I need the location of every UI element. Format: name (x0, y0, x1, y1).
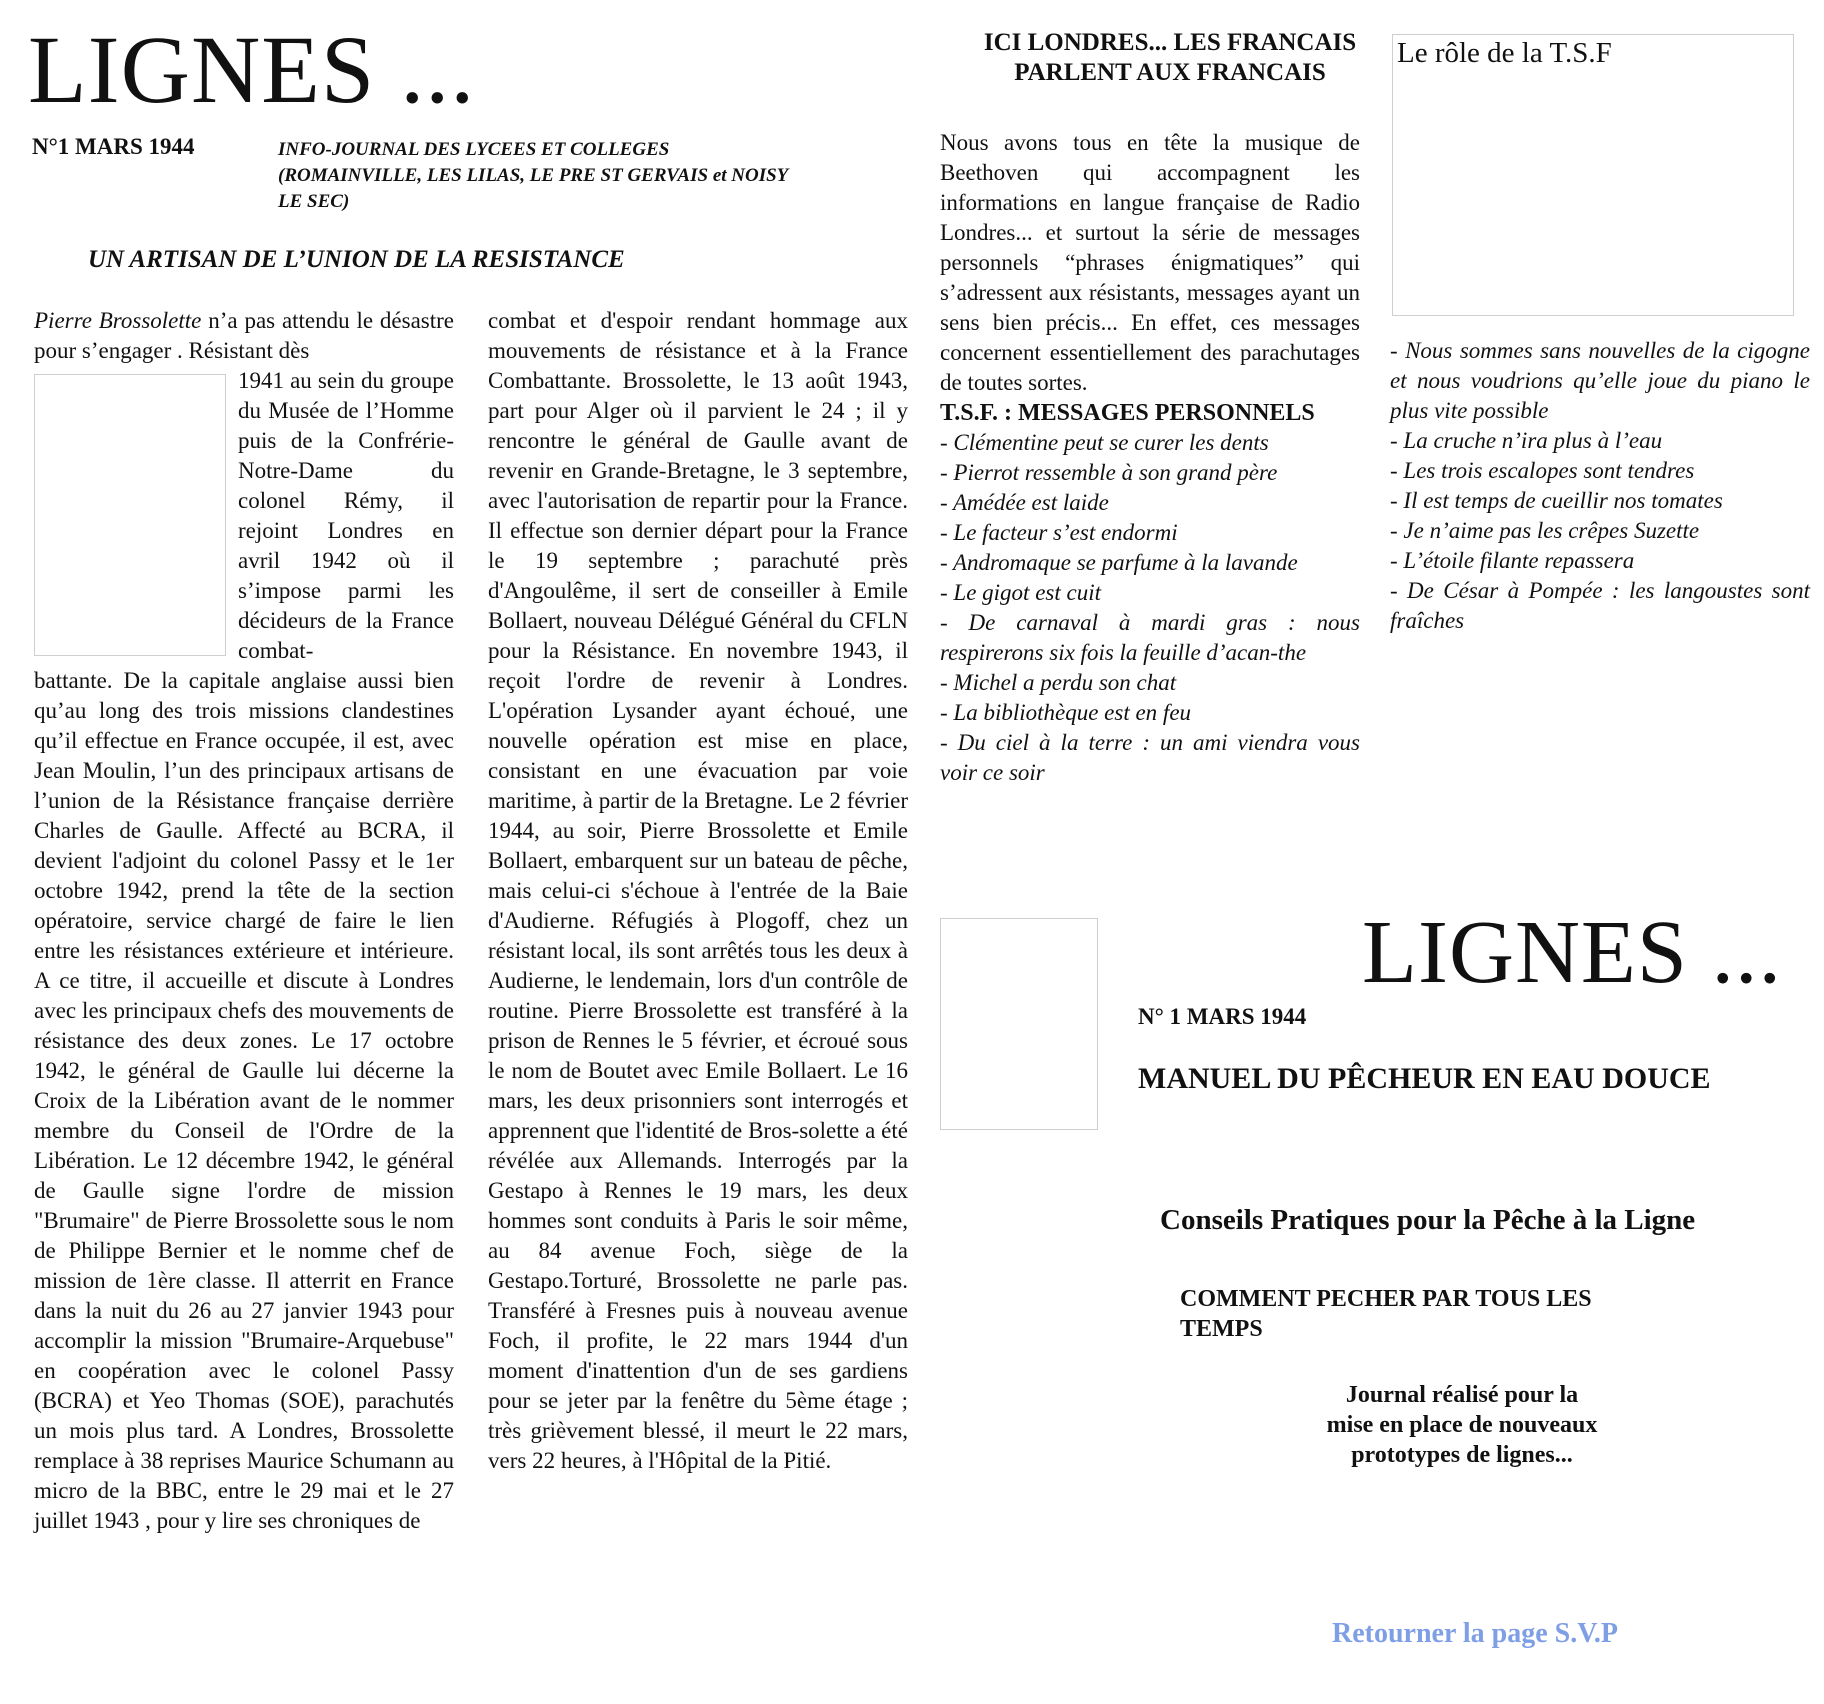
personal-message: - Il est temps de cueillir nos tomates (1390, 488, 1723, 513)
person-name: Pierre Brossolette (34, 308, 202, 333)
personal-message: - Le facteur s’est endormi (940, 520, 1178, 545)
turn-page-link[interactable]: Retourner la page S.V.P (1332, 1618, 1618, 1649)
personal-message: - Je n’aime pas les crêpes Suzette (1390, 518, 1700, 543)
article-headline: UN ARTISAN DE L’UNION DE LA RESISTANCE (88, 246, 625, 273)
personal-message: - De carnaval à mardi gras : nous respirerons six fois la feuille d’acan-the (940, 610, 1360, 665)
journal-subtitle (278, 137, 838, 215)
messages-list-right (1390, 336, 1810, 636)
cover-title: MANUEL DU PÊCHEUR EN EAU DOUCE (1138, 1062, 1711, 1095)
cover-image-placeholder (940, 918, 1098, 1130)
personal-message: - Du ciel à la terre : un ami viendra vous voir ce soir (940, 730, 1360, 785)
masthead-title: LIGNES ... (28, 16, 476, 123)
tsf-box-caption: Le rôle de la T.S.F (1397, 37, 1612, 69)
personal-message: - Michel a perdu son chat (940, 670, 1177, 695)
cover-note-line: prototypes de lignes... (1351, 1442, 1573, 1468)
personal-message: - Le gigot est cuit (940, 580, 1101, 605)
subtitle-line: (ROMAINVILLE, LES LILAS, LE PRE ST GERVAIS et NOISY (278, 165, 789, 186)
cover-note-line: Journal réalisé pour la (1345, 1382, 1579, 1408)
issue-number: N°1 MARS 1944 (32, 134, 195, 159)
cover-subtitle: Conseils Pratiques pour la Pêche à la Ligne (1160, 1204, 1696, 1236)
personal-message: - Clémentine peut se curer les dents (940, 430, 1269, 455)
cover-issue: N° 1 MARS 1944 (1138, 1004, 1307, 1029)
personal-message: - Andromaque se parfume à la lavande (940, 550, 1298, 575)
article-column-2: combat et d'espoir rendant hommage aux mouvements de résistance et à la France Combattante. Brossolette, le 13 août 1943, part pour Alger où il parvient le 24 ; il y rencontre le général de Gaulle avant de revenir en Grande-Bretagne, le 3 septembre, avec l'autorisation de repartir pour la France. Il effectue son dernier départ pour la France le 19 septembre ; parachuté près d'Angoulême, il sert de conseiller à Emile Bollaert, nouveau Délégué Général du CFLN pour la Résistance. En novembre 1943, il reçoit l'ordre de revenir à Londres. L'opération Lysander ayant échoué, une nouvelle opération est mise en place, consistant en une évacuation par voie maritime, à partir de la Bretagne. Le 2 février 1944, au soir, Pierre Brossolette et Emile Bollaert, embarquent sur un bateau de pêche, mais celui-ci s'échoue à l'entrée de la Baie d'Audierne. Réfugiés à Plogoff, chez un résistant local, ils sont arrêtés tous les deux à Audierne, le lendemain, lors d'un contrôle de routine. Pierre Brossolette est transféré à la prison de Rennes le 5 février, et écroué sous le nom de Boutet avec Emile Bollaert. Le 16 mars, les deux prisonniers sont interrogés et apprennent que l'identité de Bros-solette a été révélée aux Allemands. Interrogés par la Gestapo à Rennes le 19 mars, les deux hommes sont conduits à Paris le soir même, au 84 avenue Foch, siège de la Gestapo.Torturé, Brossolette ne parle pas. Transféré à Fresnes puis à nouveau avenue Foch, il profite, le 22 mars 1944 d'un moment d'inattention d'un de ses gardiens pour se jeter par la fenêtre du 5ème étage ; très grièvement blessé, il meurt le 22 mars, vers 22 heures, à l'Hôpital de la Pitié. (488, 308, 908, 1473)
personal-message: - Pierrot ressemble à son grand père (940, 460, 1278, 485)
cover-masthead: LIGNES ... (1362, 903, 1782, 1002)
personal-message: - La bibliothèque est en feu (940, 700, 1192, 725)
messages-list-left (940, 428, 1360, 788)
article-intro: n’a pas attendu le désastre pour s’engager . Résistant dès (34, 308, 454, 363)
portrait-photo-placeholder (34, 374, 226, 656)
personal-message: - L’étoile filante repassera (1390, 548, 1635, 573)
subtitle-line: INFO-JOURNAL DES LYCEES ET COLLEGES (278, 139, 670, 160)
subtitle-line: LE SEC) (278, 191, 350, 212)
personal-message: - Nous sommes sans nouvelles de la cigogne et nous voudrions qu’elle joue du piano le plus vite possible (1390, 338, 1810, 423)
article-wrap-text: 1941 au sein du groupe du Musée de l’Homme puis de la Confrérie-Notre-Dame du colonel Rémy, il rejoint Londres en avril 1942 où il s’impose parmi les décideurs de la France combat- (238, 368, 454, 663)
tsf-image-box (1392, 34, 1794, 316)
cover-note (1262, 1380, 1662, 1470)
cover-section-line: TEMPS (1180, 1316, 1263, 1342)
radio-headline-line: PARLENT AUX FRANCAIS (1014, 59, 1326, 86)
radio-column (940, 128, 1360, 788)
personal-message: - Amédée est laide (940, 490, 1109, 515)
personal-message: - Les trois escalopes sont tendres (1390, 458, 1695, 483)
cover-note-line: mise en place de nouveaux (1326, 1412, 1598, 1438)
personal-message: - La cruche n’ira plus à l’eau (1390, 428, 1663, 453)
radio-headline (940, 28, 1400, 88)
article-column-1 (34, 306, 454, 1536)
messages-section-title: T.S.F. : MESSAGES PERSONNELS (940, 400, 1315, 426)
cover-section (1180, 1284, 1592, 1344)
personal-message: - De César à Pompée : les langoustes sont fraîches (1390, 578, 1810, 633)
radio-intro: Nous avons tous en tête la musique de Beethoven qui accompagnent les informations en langue française de Radio Londres... et surtout la série de messages personnels “phrases énigmatiques” qui s’adressent aux résistants, messages ayant un sens bien précis... En effet, ces messages concernent essentiellement des parachutages de toutes sortes. (940, 130, 1360, 395)
article-main-text: battante. De la capitale anglaise aussi bien qu’au long des trois missions clandestines qu’il effectue en France occupée, il est, avec Jean Moulin, l’un des principaux artisans de l’union de la Résistance française derrière Charles de Gaulle. Affecté au BCRA, il devient l'adjoint du colonel Passy et le 1er octobre 1942, prend la tête de la section opératoire, service chargé de faire le lien entre les résistances extérieure et intérieure. A ce titre, il accueille et discute à Londres avec les principaux chefs des mouvements de résistance des deux zones. Le 17 octobre 1942, le général de Gaulle lui décerne la Croix de la Libération avant de le nommer membre du Conseil de l'Ordre de la Libération. Le 12 décembre 1942, le général de Gaulle signe l'ordre de mission "Brumaire" de Pierre Brossolette sous le nom de Philippe Bernier et le nomme chef de mission de 1ère classe. Il atterrit en France dans la nuit du 26 au 27 janvier 1943 pour accomplir la mission "Brumaire-Arquebuse" en coopération avec le colonel Passy (BCRA) et Yeo Thomas (SOE), parachutés un mois plus tard. A Londres, Brossolette remplace à 38 reprises Maurice Schumann au micro de la BBC, entre le 29 mai et le 27 juillet 1943 , pour y lire ses chroniques de (34, 668, 454, 1533)
cover-section-line: COMMENT PECHER PAR TOUS LES (1180, 1286, 1592, 1312)
radio-headline-line: ICI LONDRES... LES FRANCAIS (983, 29, 1357, 56)
radio-column-right (1390, 336, 1810, 636)
